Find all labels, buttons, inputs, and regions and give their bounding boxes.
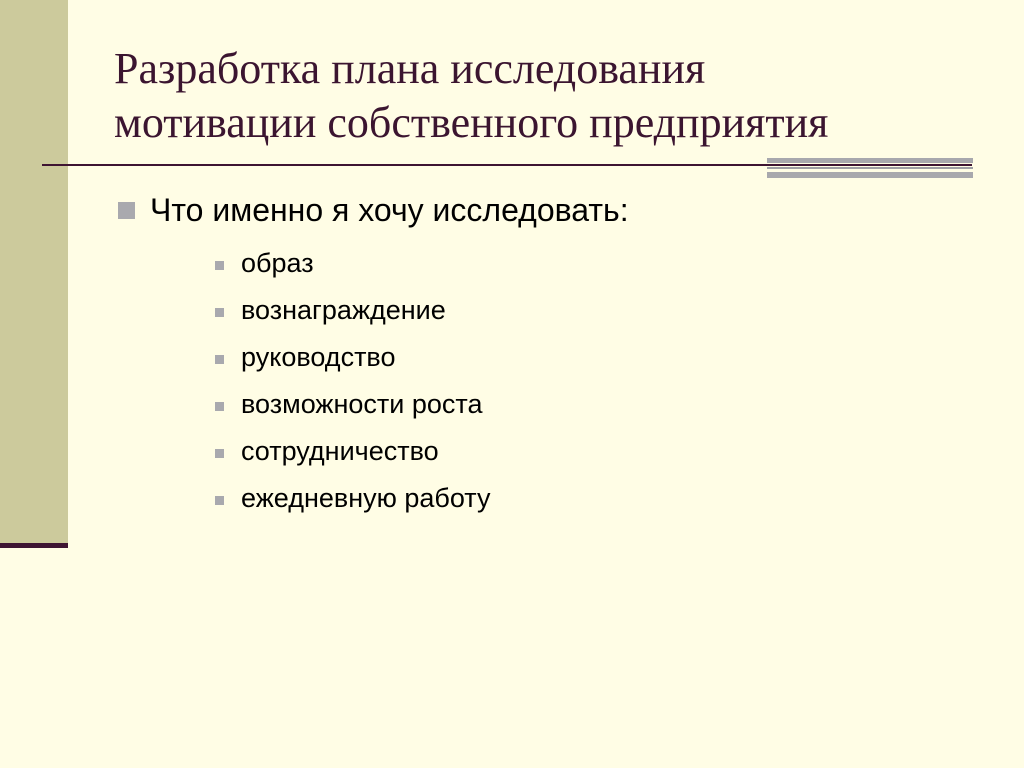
list-item-text: руководство <box>241 341 396 372</box>
list-item <box>215 286 490 333</box>
square-bullet-icon <box>215 355 224 364</box>
list-item <box>215 333 490 380</box>
list-item-text: возможности роста <box>241 388 483 419</box>
list-item <box>215 474 490 521</box>
main-bullet <box>118 188 629 232</box>
list-item-text: сотрудничество <box>241 435 439 466</box>
list-item-text: вознаграждение <box>241 294 446 325</box>
square-bullet-icon <box>215 261 224 270</box>
square-bullet-icon <box>118 202 135 219</box>
main-bullet-text: Что именно я хочу исследовать: <box>150 192 629 228</box>
square-bullet-icon <box>215 449 224 458</box>
square-bullet-icon <box>215 402 224 411</box>
square-bullet-icon <box>215 496 224 505</box>
sub-bullet-list <box>215 239 490 521</box>
slide-title-line-2: мотивации собственного предприятия <box>114 98 829 147</box>
square-bullet-icon <box>215 308 224 317</box>
list-item <box>215 380 490 427</box>
list-item-text: ежедневную работу <box>241 482 491 513</box>
list-item-text: образ <box>241 247 314 278</box>
list-item <box>215 427 490 474</box>
slide-title-line-1: Разработка плана исследования <box>114 44 706 93</box>
list-item <box>215 239 490 286</box>
